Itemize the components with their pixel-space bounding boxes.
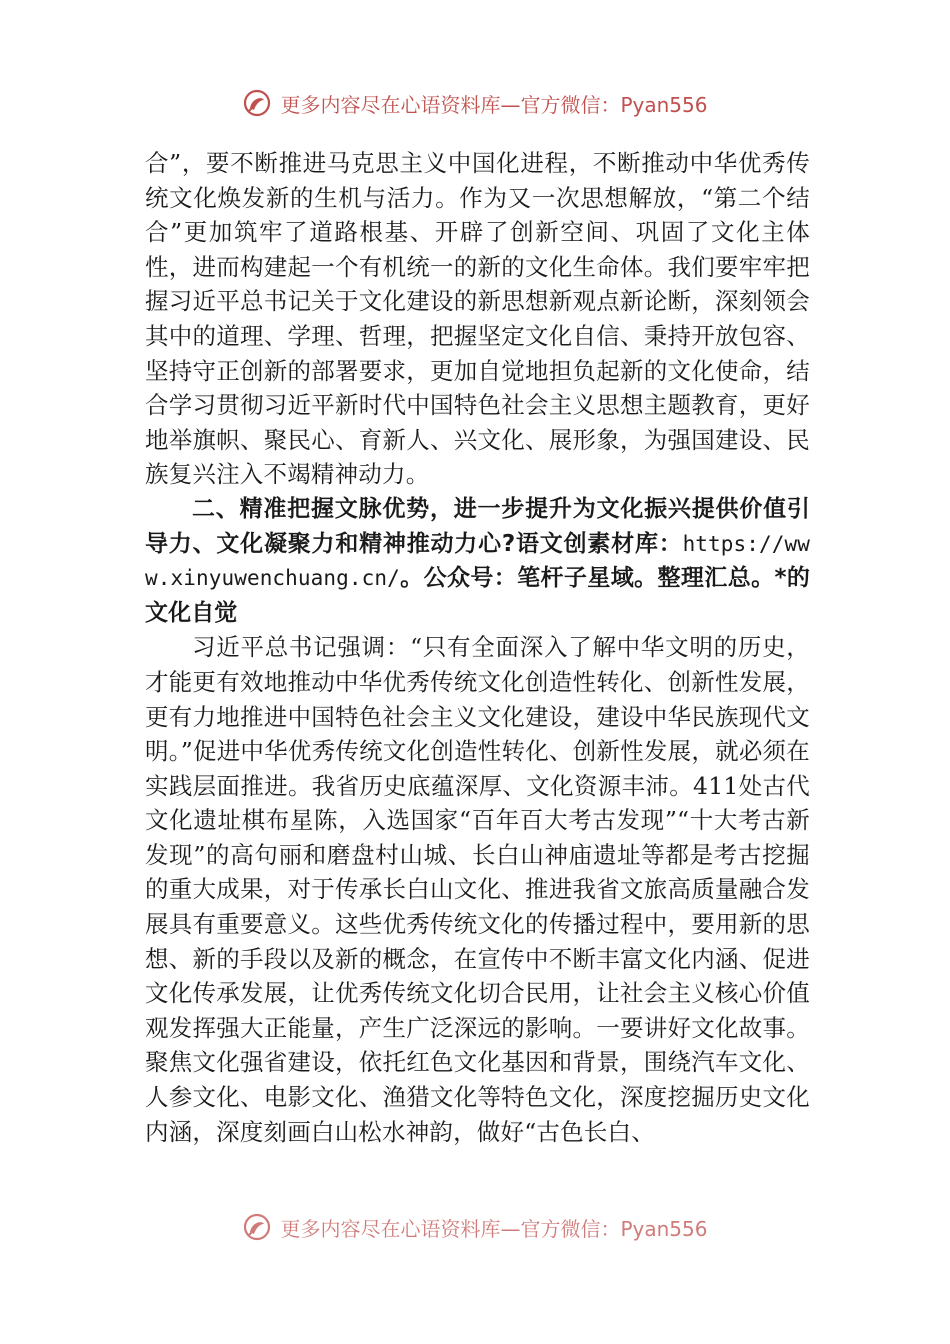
document-body	[145, 146, 810, 1149]
watermark-text: 更多内容尽在心语资料库—官方微信：Pyan556	[280, 92, 708, 117]
heading-text: 二、精准把握文脉优势，进一步提升为文化振兴提供价值引导力、文化凝聚力和精神推动力心?语文创素材库：	[145, 495, 810, 557]
section-heading	[145, 492, 810, 630]
watermark-text: 更多内容尽在心语资料库—官方微信：Pyan556	[280, 1216, 708, 1241]
logo-icon	[242, 1212, 272, 1242]
header-watermark	[0, 88, 950, 118]
heading-url: https://www.xinyuwenchuang.cn/	[145, 531, 810, 591]
heading-text-tail: 。公众号：笔杆子星域。整理汇总。*的文化自觉	[145, 565, 810, 626]
footer-watermark	[0, 1212, 950, 1242]
logo-icon	[242, 88, 272, 118]
paragraph-continuation: 合”，要不断推进马克思主义中国化进程，不断推动中华优秀传统文化焕发新的生机与活力。作为又一次思想解放，“第二个结合”更加筑牢了道路根基、开辟了创新空间、巩固了文化主体性，进而构建起一个有机统一的新的文化生命体。我们要牢牢把握习近平总书记关于文化建设的新思想新观点新论断，深刻领会其中的道理、学理、哲理，把握坚定文化自信、秉持开放包容、坚持守正创新的部署要求，更加自觉地担负起新的文化使命，结合学习贯彻习近平新时代中国特色社会主义思想主题教育，更好地举旗帜、聚民心、育新人、兴文化、展形象，为强国建设、民族复兴注入不竭精神动力。	[145, 149, 810, 489]
paragraph-body: 习近平总书记强调：“只有全面深入了解中华文明的历史，才能更有效地推动中华优秀传统文化创造性转化、创新性发展，更有力地推进中国特色社会主义文化建设，建设中华民族现代文明。”促进中华优秀传统文化创造性转化、创新性发展，就必须在实践层面推进。我省历史底蕴深厚、文化资源丰沛。411处古代文化遗址棋布星陈，入选国家“百年百大考古发现”“十大考古新发现”的高句丽和磨盘村山城、长白山神庙遗址等都是考古挖掘的重大成果，对于传承长白山文化、推进我省文旅高质量融合发展具有重要意义。这些优秀传统文化的传播过程中，要用新的思想、新的手段以及新的概念，在宣传中不断丰富文化内涵、促进文化传承发展，让优秀传统文化切合民用，让社会主义核心价值观发挥强大正能量，产生广泛深远的影响。一要讲好文化故事。聚焦文化强省建设，依托红色文化基因和背景，围绕汽车文化、人参文化、电影文化、渔猎文化等特色文化，深度挖掘历史文化内涵，深度刻画白山松水神韵，做好“古色长白、	[145, 633, 810, 1146]
